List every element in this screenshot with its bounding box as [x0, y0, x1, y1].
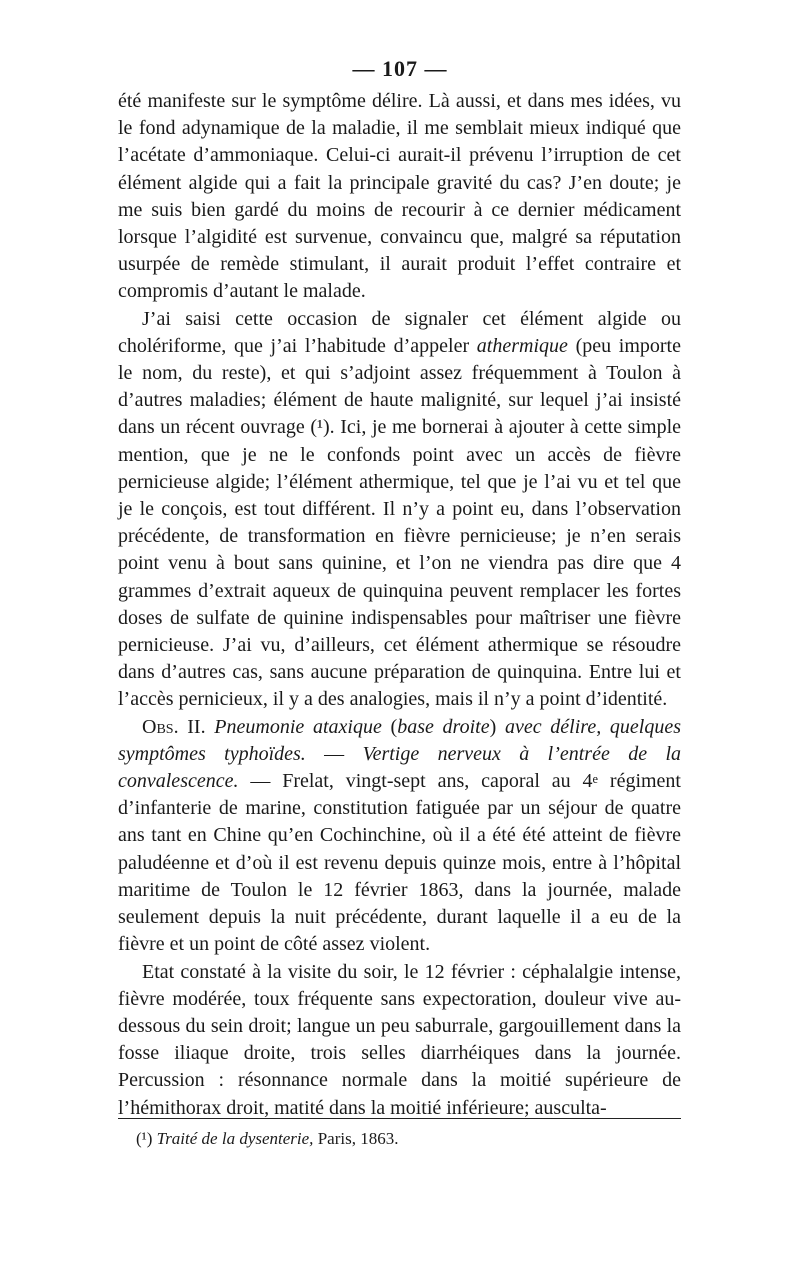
text-segment: ( [381, 715, 398, 738]
footnote-rule [118, 1118, 681, 1119]
text-segment: (¹) [310, 416, 330, 439]
text-segment: Obs. II. [142, 715, 206, 738]
text-segment: . Ici, je me bornerai à ajouter à cette simple mention, que je ne le confonds point avec un accès de fièvre pernicieuse algide; l’élément athermique, tel que je l’ai vu et tel que je le conçois, est tout différent. Il n’y a point eu, dans l’observation précédente, de transformation en fièvre pernicieuse; je n’en serais point venu à bout sans quinine, et l’on ne viendra pas dire que 4 grammes d’extrait aqueux de quinquina peuvent remplacer les fortes doses de sulfate de quinine indispensables pour maîtriser une fièvre pernicieuse. J’ai vu, d’ailleurs, cet élément athermique se résoudre dans d’autres cas, sans aucune préparation de quinquina. Entre lui et l’accès pernicieux, il y a des analogies, mais il n’y a point d’identité. [118, 416, 682, 711]
page-number: — 107 — [352, 56, 448, 81]
paragraph-4 [118, 959, 681, 1122]
text-segment [206, 716, 215, 738]
text-segment: régiment d’infanterie de marine, constitution fatiguée par un séjour de quatre ans tant en Chine qu’en Cochinchine, où il a été été atteint de fièvre paludéenne et d’où il est revenu depuis quinze mois, entre à l’hôpital maritime de Toulon le 12 février 1863, dans la journée, malade seulement depuis la nuit précédente, durant laquelle il a eu de la fièvre et un point de côté assez violent. [118, 770, 681, 956]
text-segment: — [305, 742, 363, 765]
text-segment: J’ai saisi cette occasion de signaler cet élément algide ou cholériforme, que j’ai l’habitude d’appeler [118, 307, 681, 357]
paragraph-2 [118, 306, 681, 714]
text-segment: été manifeste sur le symptôme délire. Là aussi, et dans mes idées, vu le fond adynamique de la maladie, il me semblait mieux indiqué que l’acétate d’ammoniaque. Celui-ci aurait-il prévenu l’irruption de cet élément algide qui a fait la principale gravité du cas? J’en doute; je me suis bien gardé du moins de recourir à ce dernier médicament lorsque l’algidité est survenue, convaincu que, malgré sa réputation usurpée de remède stimulant, il aurait produit l’effet contraire et compromis d’autant le malade. [118, 90, 681, 303]
text-segment: Vertige nerveux à l’entrée de la convalescence. [118, 742, 682, 793]
paragraph-1 [118, 88, 681, 306]
text-segment: avec délire, quelques symptômes typhoïdes. [118, 715, 681, 765]
paragraph-3-observation [118, 714, 681, 959]
text-segment: Etat constaté à la visite du soir, le 12 février : céphalalgie intense, fièvre modérée, toux fréquente sans expectoration, douleur vive au-dessous du sein droit; langue un peu saburrale, gargouillement dans la fosse iliaque droite, trois selles diarrhéiques dans la journée. Percussion : résonnance normale dans la moitié supérieure de l’hémithorax droit, matité dans la moitié inférieure; ausculta- [118, 960, 681, 1119]
text-segment: — Frelat, vingt-sept ans, caporal au 4 [238, 770, 593, 793]
body-text [118, 88, 681, 1122]
footnote-title: Traité de la dysenterie, [156, 1129, 314, 1148]
footnote-marker: (¹) [136, 1129, 153, 1148]
text-segment: (peu importe le nom, du reste), et qui s’adjoint assez fréquemment à Toulon à d’autres maladies; élément de haute malignité, sur lequel j’ai insisté dans un récent ouvrage [118, 334, 681, 439]
text-segment: base droite [397, 715, 490, 738]
footnote [136, 1128, 676, 1150]
text-segment: e [592, 771, 599, 786]
text-segment: ) [489, 715, 505, 738]
text-segment: athermique [476, 334, 568, 357]
footnote-rest: Paris, 1863. [317, 1129, 399, 1148]
text-segment: Pneumonie ataxique [214, 715, 382, 738]
